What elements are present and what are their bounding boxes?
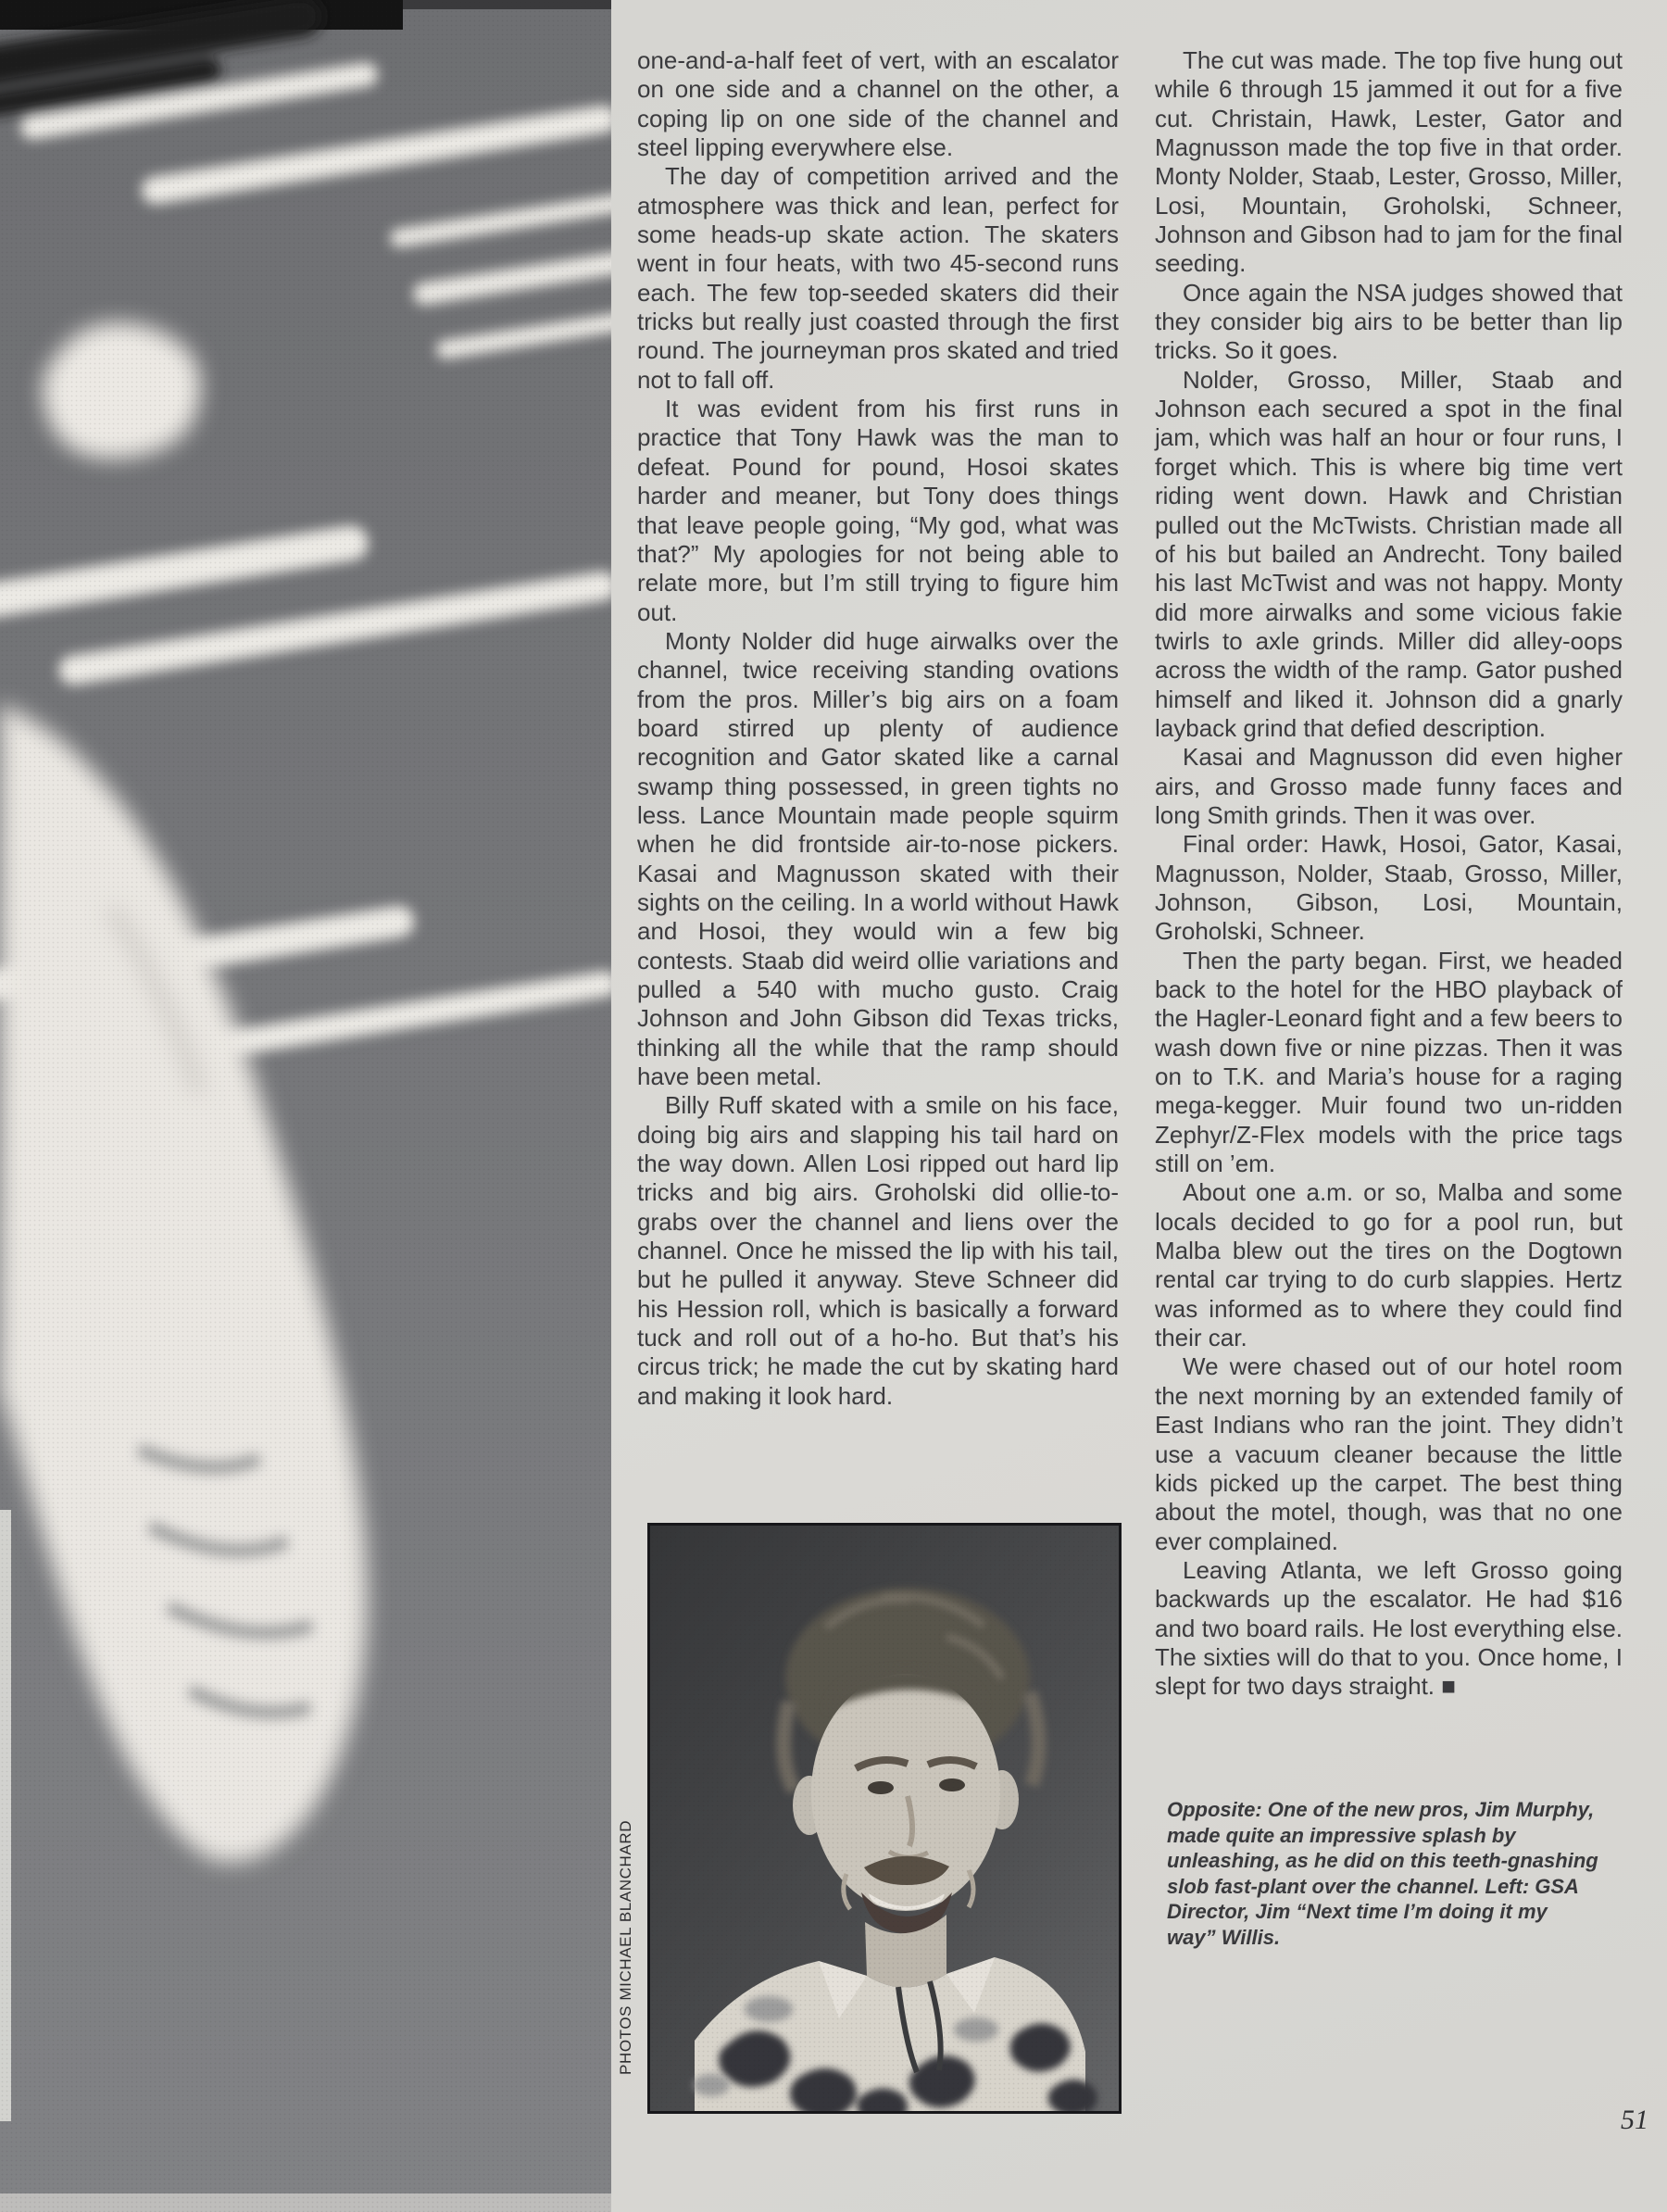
portrait-photo-art <box>650 1526 1119 2111</box>
paragraph: Then the party began. First, we headed back to the hotel for the HBO playback of the Hagler-Leonard fight and a few beers to wash down five or nine pizzas. Then it was on to T.K. and Maria’s house for a raging mega-kegger. Muir found two un-ridden Zephyr/Z-Flex models with the price tags still on ’em. <box>1155 946 1623 1178</box>
page-number: 51 <box>1621 2105 1648 2135</box>
paragraph: We were chased out of our hotel room the next morning by an extended family of East Indians who ran the joint. They didn’t use a vacuum cleaner because the little kids picked up the carpet. The best thing about the motel, though, was that no one ever complained. <box>1155 1352 1623 1555</box>
paragraph: one-and-a-half feet of vert, with an escalator on one side and a channel on the other, a coping lip on one side of the channel and steel lipping everywhere else. <box>637 46 1119 162</box>
paragraph: It was evident from his first runs in practice that Tony Hawk was the man to defeat. Pound for pound, Hosoi skates harder and meaner, but Tony does things that leave people going, “My god, what was that?” My apologies for not being able to relate more, but I’m still trying to figure him out. <box>637 395 1119 626</box>
article-column-1 <box>637 46 1119 1411</box>
portrait-photo <box>647 1523 1122 2114</box>
paragraph: The cut was made. The top five hung out while 6 through 15 jammed it out for a five cut. Christain, Hawk, Lester, Gator and Magnusson made the top five in that order. Monty Nolder, Staab, Lester, Grosso, Miller, Losi, Mountain, Groholski, Schneer, Johnson and Gibson had to jam for the final seeding. <box>1155 46 1623 278</box>
photo-caption: Opposite: One of the new pros, Jim Murphy, made quite an impressive splash by unleashing, as he did on this teeth-gnashing slob fast-plant over the channel. Left: GSA Director, Jim “Next time I’m doing it my way” Willis. <box>1167 1798 1598 1949</box>
paragraph: Leaving Atlanta, we left Grosso going backwards up the escalator. He had $16 and two board rails. He lost everything else. The sixties will do that to you. Once home, I slept for two days straight. ■ <box>1155 1555 1623 1701</box>
paragraph: Monty Nolder did huge airwalks over the channel, twice receiving standing ovations from the pros. Miller’s big airs on a foam board stirred up plenty of audience recognition and Gator skated like a carnal swamp thing possessed, in green tights no less. Lance Mountain made people squirm when he did frontside air-to-nose pickers. Kasai and Magnusson skated with their sights on the ceiling. In a world without Hawk and Hosoi, they would win a few big contests. Staab did weird ollie variations and pulled a 540 with mucho gusto. Craig Johnson and John Gibson did Texas tricks, thinking all the while that the ramp should have been metal. <box>637 626 1119 1091</box>
paragraph: The day of competition arrived and the atmosphere was thick and lean, perfect for some heads-up skate action. The skaters went in four heats, with two 45-second runs each. The few top-seeded skaters did their tricks but really just coasted through the first round. The journeyman pros skated and tried not to fall off. <box>637 162 1119 394</box>
photo-credit: PHOTOS MICHAEL BLANCHARD <box>617 1819 634 2075</box>
article-column-2 <box>1155 46 1623 1702</box>
paragraph: About one a.m. or so, Malba and some locals decided to go for a pool run, but Malba blew out the tires on the Dogtown rental car trying to do curb slappies. Hertz was informed as to where they could find their car. <box>1155 1178 1623 1352</box>
paragraph: Once again the NSA judges showed that they consider big airs to be better than lip tricks. So it goes. <box>1155 278 1623 365</box>
skate-action-photo-art <box>0 0 611 2212</box>
skate-action-photo <box>0 0 611 2212</box>
paragraph: Final order: Hawk, Hosoi, Gator, Kasai, Magnusson, Nolder, Staab, Grosso, Miller, Johnson, Gibson, Losi, Mountain, Groholski, Schneer. <box>1155 830 1623 946</box>
paragraph: Kasai and Magnusson did even higher airs, and Grosso made funny faces and long Smith grinds. Then it was over. <box>1155 743 1623 829</box>
paragraph: Billy Ruff skated with a smile on his face, doing big airs and slapping his tail hard on the way down. Allen Losi ripped out hard lip tricks and big airs. Groholski did ollie-to-grabs over the channel and liens over the channel. Once he missed the lip with his tail, but he pulled it anyway. Steve Schneer did his Hession roll, which is basically a forward tuck and roll out of a ho-ho. But that’s his circus trick; he made the cut by skating hard and making it look hard. <box>637 1091 1119 1410</box>
paragraph: Nolder, Grosso, Miller, Staab and Johnson each secured a spot in the final jam, which was half an hour or four runs, I forget which. This is where big time vert riding went down. Hawk and Christian pulled out the McTwists. Christian made all of his but bailed an Andrecht. Tony bailed his last McTwist and was not happy. Monty did more airwalks and some vicious fakie twirls to axle grinds. Miller did alley-oops across the width of the ramp. Gator pushed himself and liked it. Johnson did a gnarly layback grind that defied description. <box>1155 365 1623 742</box>
